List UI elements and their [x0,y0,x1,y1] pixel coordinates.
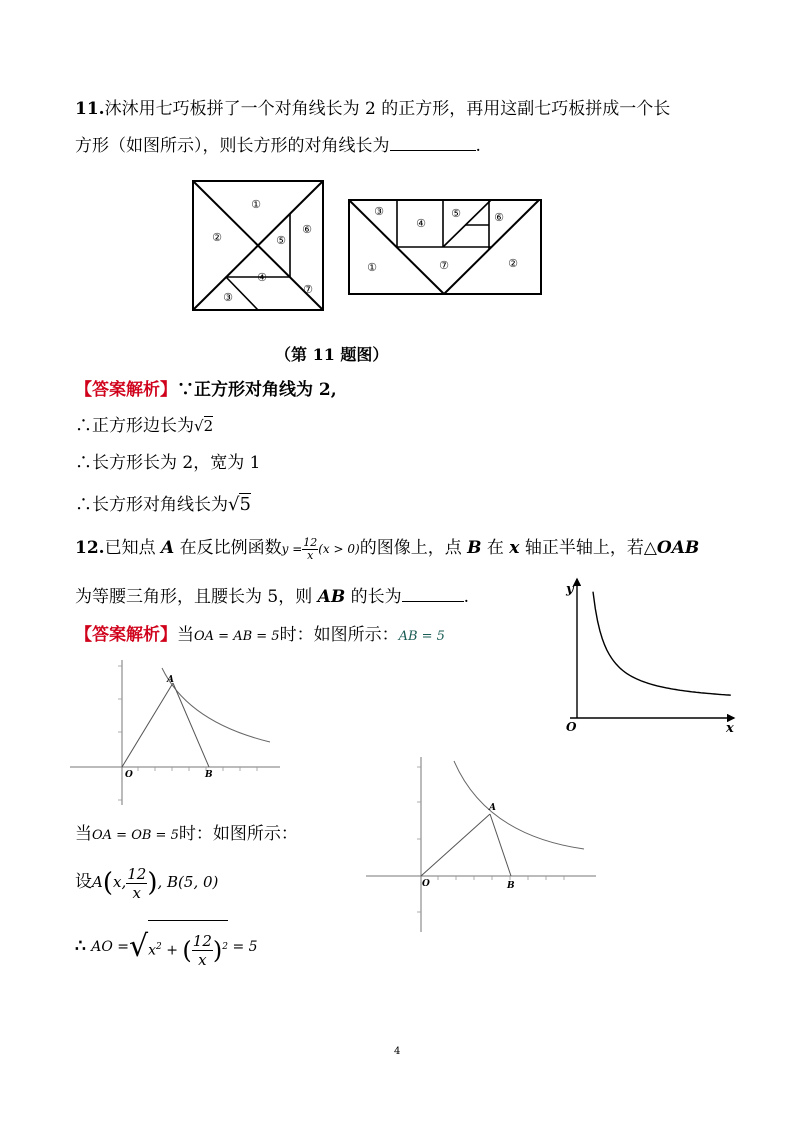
case2-label-a: A [489,803,496,813]
q11-answer-text1: ∵正方形对角线为 2, [177,380,337,400]
q11-period: . [475,136,481,156]
q12-set-lparen: ( [102,868,113,898]
q12-ao-line [75,920,258,975]
q12-ao-x: x [148,942,157,959]
q12-line2 [75,583,469,609]
q12-answer-case2 [75,822,298,848]
q11-answer-text3: ∴长方形长为 2，宽为 1 [75,453,261,473]
page-number: 4 [394,1046,401,1057]
q11-answer-line3 [75,451,260,475]
q12-text-line2a: 为等腰三角形，且腰长为 5，则 [75,587,313,607]
q12-ao-lhs: AO = [91,939,130,956]
q11-answer-text2: ∴正方形边长为 [75,416,194,436]
q12-func-den: x [307,549,314,562]
case2-label-o: O [422,879,430,889]
q12-answer-blank [402,583,464,602]
q12-ao-exp2: 2 [222,942,228,952]
case2-graph [366,757,596,932]
q12-ao-rparen: ) [212,936,223,965]
q12-answer-tag: 【答案解析】 [75,625,177,645]
q12-func-fraction [302,537,318,562]
q12-text-e: 轴正半轴上，若△ [524,538,657,558]
q12-point-b: B [467,538,482,558]
q12-func-num: 12 [303,536,318,549]
q12-text-a: 已知点 [104,538,156,558]
q12-ao-exp: 2 [156,942,162,952]
q12-case2-b: 时：如图所示： [178,824,298,844]
q12-ao-lparen: ( [182,936,192,965]
q12-set-b: , B(5, 0) [157,873,219,891]
graph-label-x: x [726,721,734,736]
hyperbola-curve [593,592,731,696]
q12-function [281,536,360,562]
q11-text-line2: 方形（如图所示），则长方形的对角线长为 [75,136,390,156]
tangram-square-figure [190,178,326,313]
tangram-rectangle-figure [346,197,544,297]
q12-text-b: 在反比例函数 [179,538,282,558]
q12-ao-fraction [192,932,213,969]
q12-set-den: x [132,883,142,902]
q12-case2-a: 当 [75,824,92,844]
q11-answer-blank [390,132,476,151]
q12-text-c: 的图像上，点 [359,538,462,558]
q12-ab: AB [317,587,346,607]
case2-curve [454,761,584,849]
q12-ao-expr [91,929,258,970]
tangram-rect-label-1: ① [367,261,377,274]
tangram-sq-label-1: ① [251,198,261,211]
q11-line1 [75,97,670,121]
q12-func-y: y = [281,542,303,556]
case1-graph [70,660,280,805]
tangram-sq-label-4: ④ [257,271,267,284]
q12-set-point: A [92,873,103,891]
q11-answer-line1 [75,378,337,402]
q12-text-line2b: 的长为 [350,587,402,607]
q12-answer-case1 [75,623,445,649]
q11-line2 [75,132,481,158]
q12-case1-math: OA = AB = 5 [194,629,280,644]
q12-point-a: A [160,538,175,558]
q12-ao-radicand: $x^2$ + ( $\frac{12}{x}$ )$^2$ [148,920,228,975]
tangram-sq-label-5: ⑤ [276,234,286,247]
case1-label-b: B [205,770,213,780]
q12-set-rparen: ) [147,868,158,898]
q12-function-graph [560,575,740,737]
q12-therefore: ∴ [75,936,86,957]
q11-answer-line4 [75,493,251,517]
q11-answer-line2 [75,414,213,438]
q12-case1-a: 当 [177,625,194,645]
q12-case1-result: AB = 5 [398,629,445,644]
graph-label-o: O [566,720,577,734]
tangram-sq-label-3: ③ [223,291,233,304]
q12-set-expr [92,864,219,902]
q12-set-line [75,862,218,903]
q11-number: 11. [75,99,105,119]
q12-period: . [463,587,470,607]
tangram-rect-label-2: ② [508,257,518,270]
graph-label-y: y [566,582,574,597]
tangram-sq-label-7: ⑦ [303,283,313,296]
sqrt-5-radicand: 5 [239,494,251,515]
q12-axis-x: x [509,538,520,558]
q12-case1-b: 时：如图所示： [279,625,399,645]
tangram-rect-label-3: ③ [374,205,384,218]
case1-label-a: A [167,675,174,685]
sqrt-2-radicand: 2 [203,417,214,435]
tangram-rect-label-5: ⑤ [451,207,461,220]
q12-set-num: 12 [127,864,147,883]
sqrt-5: √5 [228,494,251,515]
q11-answer-tag: 【答案解析】 [75,380,177,400]
q12-set-x: x, [113,873,127,891]
q12-ao-num: 12 [192,932,212,951]
q12-set-fraction [126,865,147,902]
q12-ao-sqrt: √ [129,929,149,965]
case1-curve [162,668,270,742]
tangram-sq-label-6: ⑥ [302,223,312,236]
sqrt-2: √2 [194,417,214,435]
q12-ao-rhs: = 5 [232,939,258,956]
q12-line1 [75,536,699,562]
q12-set-a: 设 [75,872,92,892]
q12-triangle: OAB [656,538,700,558]
case1-label-o: O [125,770,133,780]
q12-number: 12. [75,538,105,558]
q11-answer-text4: ∴长方形对角线长为 [75,495,228,515]
q11-figure-caption: （第 11 题图） [275,345,389,364]
case2-label-b: B [507,881,515,891]
q12-text-d: 在 [486,538,504,558]
tangram-rect-label-6: ⑥ [494,211,504,224]
tangram-sq-label-2: ② [212,231,222,244]
q12-case2-math: OA = OB = 5 [92,828,179,843]
q11-text-line1: 沐沐用七巧板拼了一个对角线长为 2 的正方形，再用这副七巧板拼成一个长 [104,99,671,119]
q12-func-cond: (x > 0) [318,542,360,556]
tangram-rect-label-7: ⑦ [439,259,449,272]
tangram-rect-label-4: ④ [416,217,426,230]
q12-ao-den: x [198,951,207,970]
